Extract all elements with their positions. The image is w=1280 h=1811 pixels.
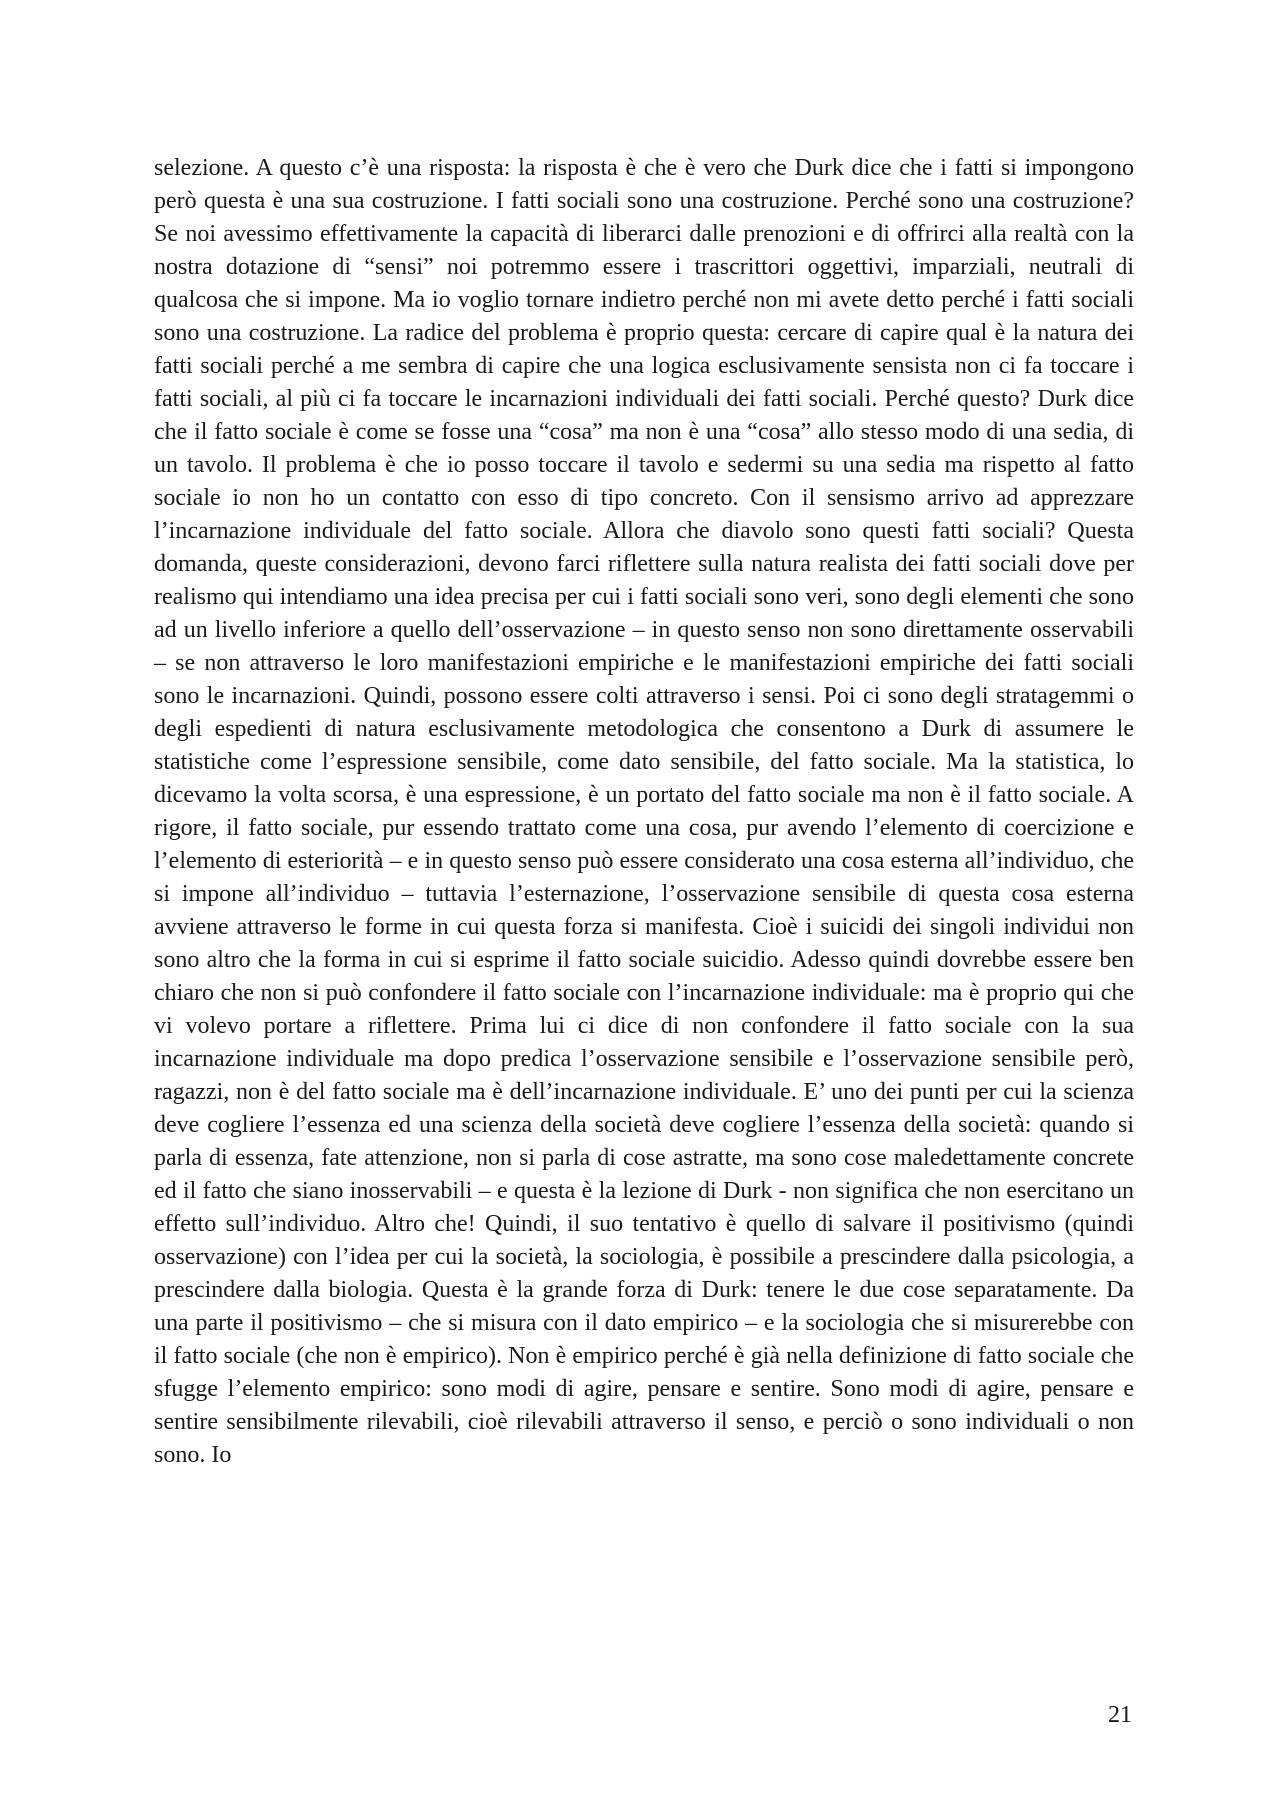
page-number: 21 — [1108, 1702, 1132, 1728]
body-paragraph: selezione. A questo c’è una risposta: la risposta è che è vero che Durk dice che i fatti si impongono però questa è una sua costruzione. I fatti sociali sono una costruzione. Perché sono una costruzione? Se noi avessimo effettivamente la capacità di liberarci dalle prenozioni e di offrirci alla realtà con la nostra dotazione di “sensi” noi potremmo essere i trascrittori oggettivi, imparziali, neutrali di qualcosa che si impone. Ma io voglio tornare indietro perché non mi avete detto perché i fatti sociali sono una costruzione. La radice del problema è proprio questa: cercare di capire qual è la natura dei fatti sociali perché a me sembra di capire che una logica esclusivamente sensista non ci fa toccare i fatti sociali, al più ci fa toccare le incarnazioni individuali dei fatti sociali. Perché questo? Durk dice che il fatto sociale è come se fosse una “cosa” ma non è una “cosa” allo stesso modo di una sedia, di un tavolo. Il problema è che io posso toccare il tavolo e sedermi su una sedia ma rispetto al fatto sociale io non ho un contatto con esso di tipo concreto. Con il sensismo arrivo ad apprezzare l’incarnazione individuale del fatto sociale. Allora che diavolo sono questi fatti sociali? Questa domanda, queste considerazioni, devono farci riflettere sulla natura realista dei fatti sociali dove per realismo qui intendiamo una idea precisa per cui i fatti sociali sono veri, sono degli elementi che sono ad un livello inferiore a quello dell’osservazione – in questo senso non sono direttamente osservabili – se non attraverso le loro manifestazioni empiriche e le manifestazioni empiriche dei fatti sociali sono le incarnazioni. Quindi, possono essere colti attraverso i sensi. Poi ci sono degli stratagemmi o degli espedienti di natura esclusivamente metodologica che consentono a Durk di assumere le statistiche come l’espressione sensibile, come dato sensibile, del fatto sociale. Ma la statistica, lo dicevamo la volta scorsa, è una espressione, è un portato del fatto sociale ma non è il fatto sociale. A rigore, il fatto sociale, pur essendo trattato come una cosa, pur avendo l’elemento di coercizione e l’elemento di esteriorità – e in questo senso può essere considerato una cosa esterna all’individuo, che si impone all’individuo – tuttavia l’esternazione, l’osservazione sensibile di questa cosa esterna avviene attraverso le forme in cui questa forza si manifesta. Cioè i suicidi dei singoli individui non sono altro che la forma in cui si esprime il fatto sociale suicidio. Adesso quindi dovrebbe essere ben chiaro che non si può confondere il fatto sociale con l’incarnazione individuale: ma è proprio qui che vi volevo portare a riflettere. Prima lui ci dice di non confondere il fatto sociale con la sua incarnazione individuale ma dopo predica l’osservazione sensibile e l’osservazione sensibile però, ragazzi, non è del fatto sociale ma è dell’incarnazione individuale. E’ uno dei punti per cui la scienza deve cogliere l’essenza ed una scienza della società deve cogliere l’essenza della società: quando si parla di essenza, fate attenzione, non si parla di cose astratte, ma sono cose maledettamente concrete ed il fatto che siano inosservabili – e questa è la lezione di Durk - non significa che non esercitano un effetto sull’individuo. Altro che! Quindi, il suo tentativo è quello di salvare il positivismo (quindi osservazione) con l’idea per cui la società, la sociologia, è possibile a prescindere dalla psicologia, a prescindere dalla biologia. Questa è la grande forza di Durk: tenere le due cose separatamente. Da una parte il positivismo – che si misura con il dato empirico – e la sociologia che si misurerebbe con il fatto sociale (che non è empirico). Non è empirico perché è già nella definizione di fatto sociale che sfugge l’elemento empirico: sono modi di agire, pensare e sentire. Sono modi di agire, pensare e sentire sensibilmente rilevabili, cioè rilevabili attraverso il senso, e perciò o sono individuali o non sono. Io — [154, 155, 1134, 1468]
